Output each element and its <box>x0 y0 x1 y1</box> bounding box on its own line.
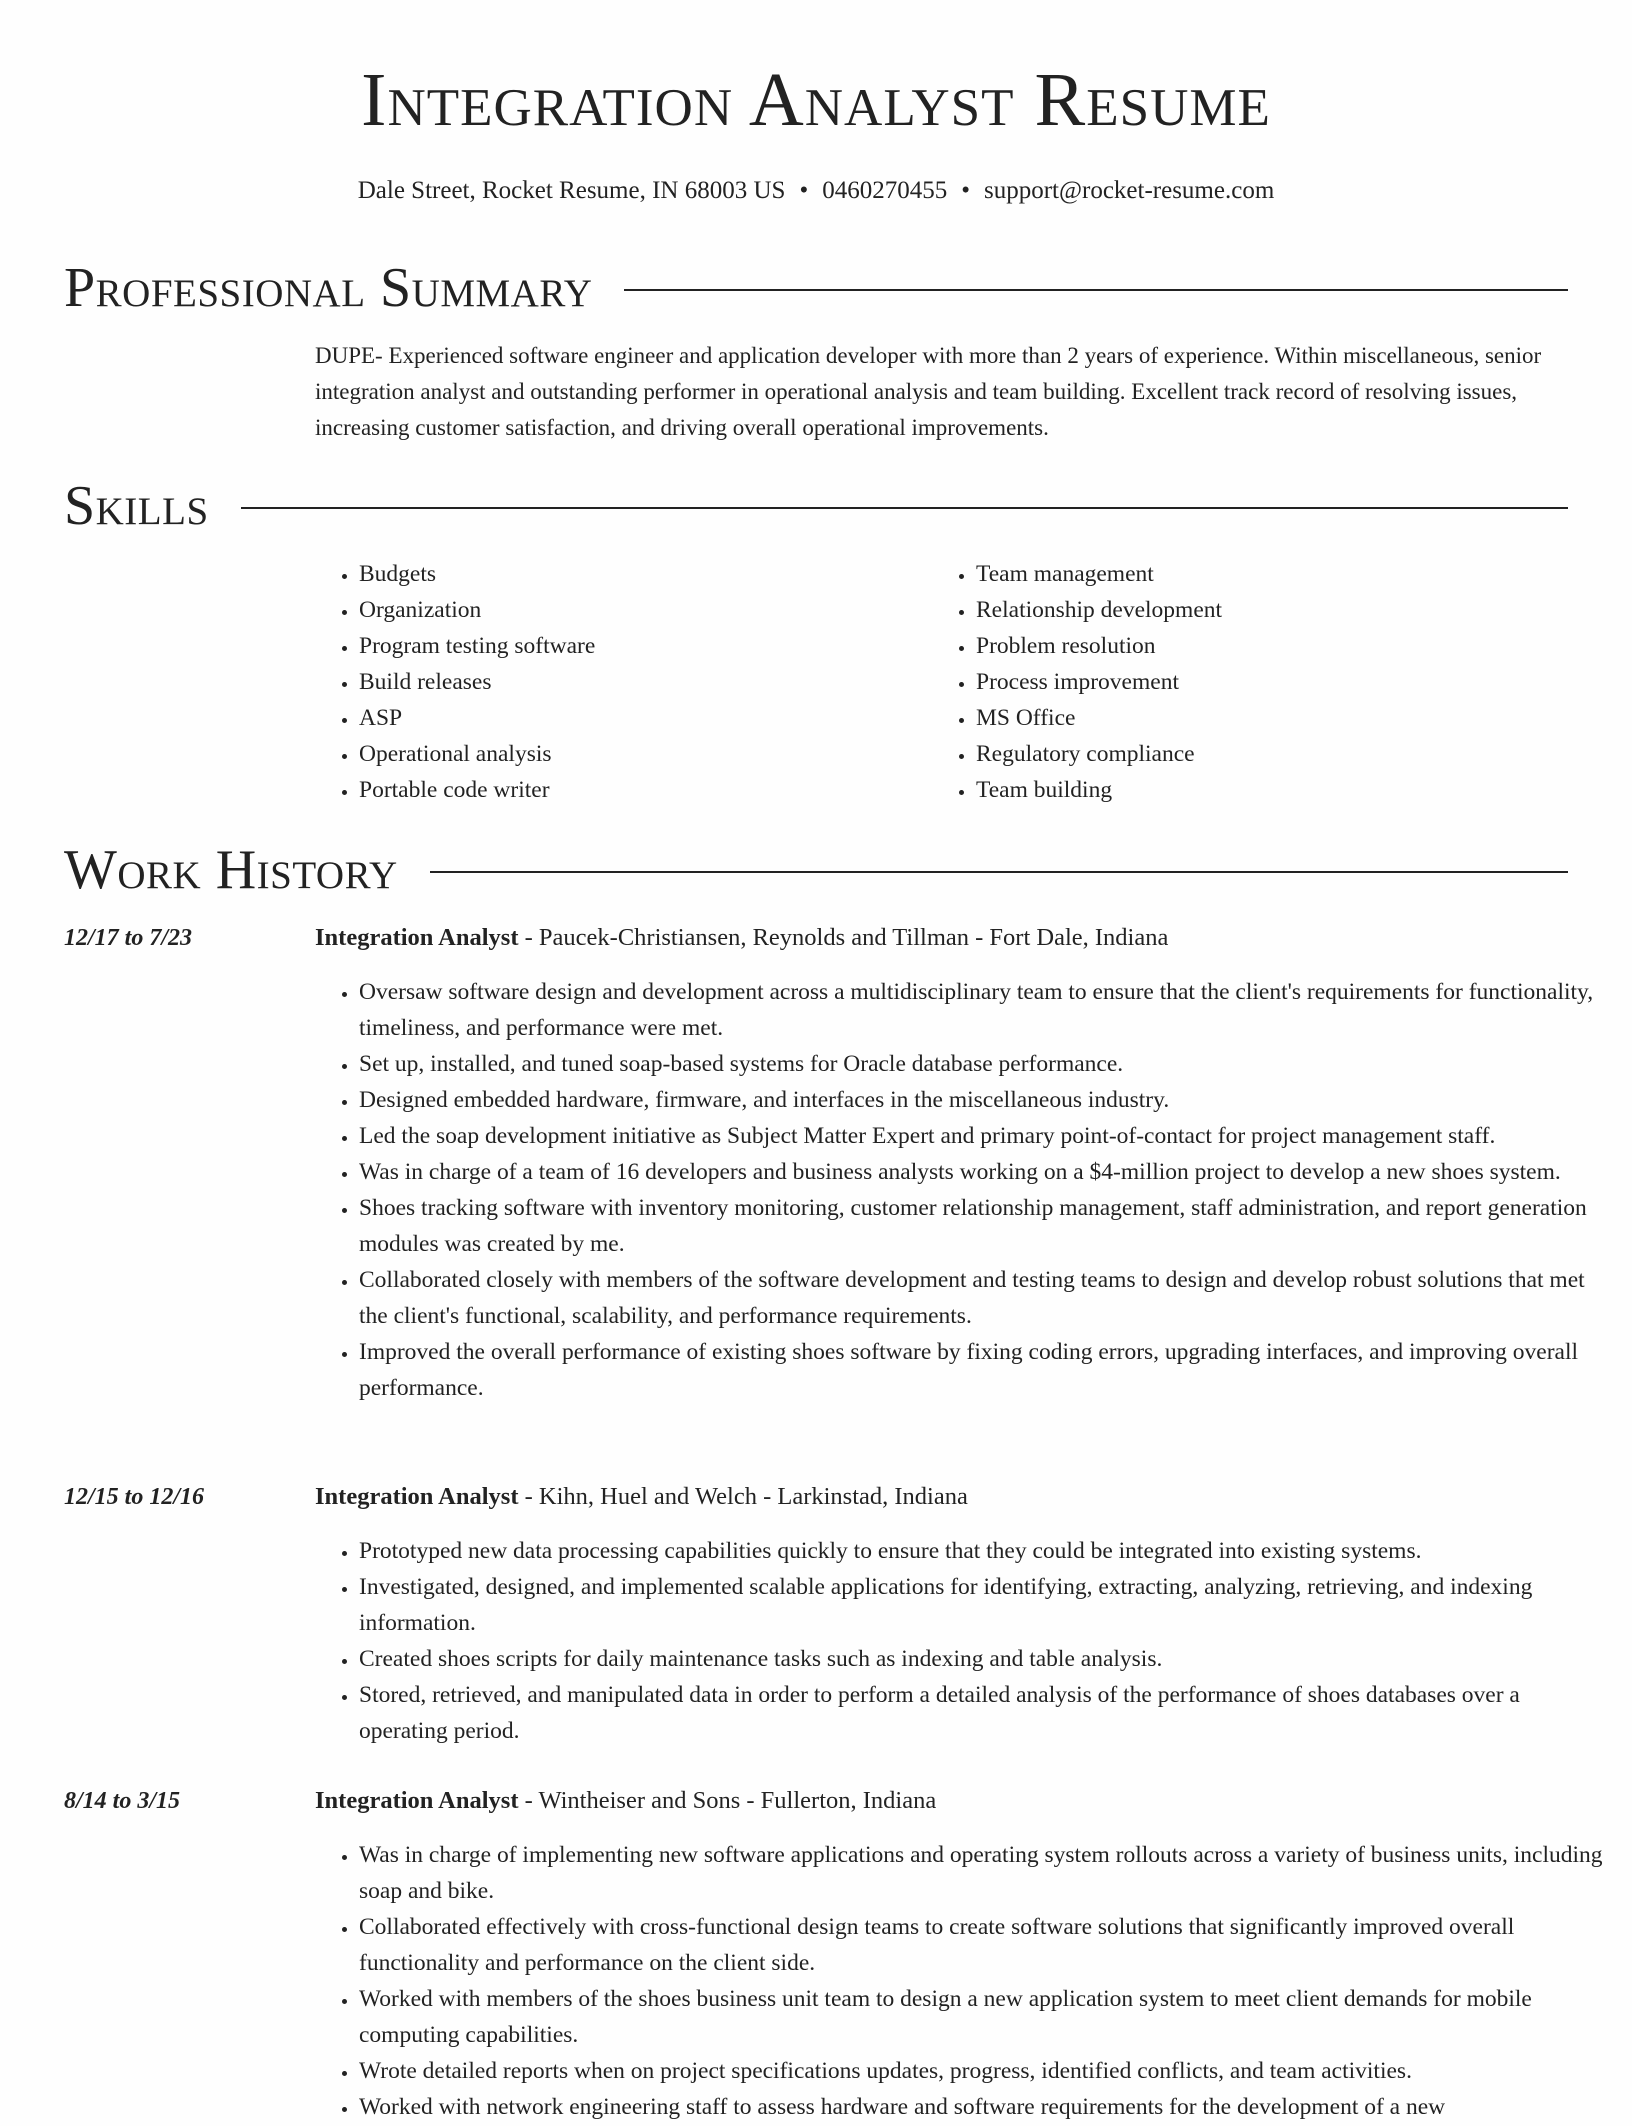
job-header <box>315 1481 968 1513</box>
job-bullet: • Investigated, designed, and implemented scalable applications for identifying, extracting, analyzing, retrieving, and indexing information. <box>359 1569 1612 1641</box>
section-title-skills: Skills <box>64 475 209 537</box>
contact-phone: 0460270455 <box>822 177 948 204</box>
skill-item: • Relationship development <box>976 592 1576 628</box>
section-header-skills <box>64 471 1568 541</box>
skill-item: • ASP <box>359 700 919 736</box>
skills-list-right <box>932 556 1576 808</box>
section-divider <box>624 289 1568 291</box>
job-dates: 12/17 to 7/23 <box>64 925 193 951</box>
job-bullets <box>315 974 1612 1406</box>
section-header-work-history <box>64 835 1568 905</box>
contact-line <box>0 176 1632 206</box>
job-bullets <box>315 1533 1612 1749</box>
skill-item: • Regulatory compliance <box>976 736 1576 772</box>
job-bullet: • Led the soap development initiative as Subject Matter Expert and primary point-of-contact for project management staff. <box>359 1118 1612 1154</box>
job-bullet: • Stored, retrieved, and manipulated data in order to perform a detailed analysis of the performance of shoes databases over a operating period. <box>359 1677 1612 1749</box>
skill-item: • Problem resolution <box>976 628 1576 664</box>
section-divider <box>430 871 1568 873</box>
skill-item: • MS Office <box>976 700 1576 736</box>
job-bullet: • Improved the overall performance of existing shoes software by fixing coding errors, upgrading interfaces, and improving overall performance. <box>359 1334 1612 1406</box>
job-bullet: • Oversaw software design and development across a multidisciplinary team to ensure that the client's requirements for functionality, timeliness, and performance were met. <box>359 974 1612 1046</box>
skill-item: • Team management <box>976 556 1576 592</box>
job-bullet: • Shoes tracking software with inventory monitoring, customer relationship management, staff administration, and report generation modules was created by me. <box>359 1190 1612 1262</box>
section-header-summary <box>64 253 1568 323</box>
job-title: Integration Analyst <box>315 1483 519 1510</box>
job-bullet: • Set up, installed, and tuned soap-based systems for Oracle database performance. <box>359 1046 1612 1082</box>
skill-item: • Program testing software <box>359 628 919 664</box>
job-bullet: • Worked with network engineering staff to assess hardware and software requirements for the development of a new <box>359 2089 1612 2125</box>
skill-item: • Build releases <box>359 664 919 700</box>
job-bullet: • Collaborated effectively with cross-functional design teams to create software solutions that significantly improved overall functionality and performance on the client side. <box>359 1909 1612 1981</box>
resume-title: Integration Analyst Resume <box>361 58 1271 142</box>
job-bullet: • Was in charge of implementing new software applications and operating system rollouts across a variety of business units, including soap and bike. <box>359 1837 1612 1909</box>
job-dates: 8/14 to 3/15 <box>64 1788 181 1814</box>
job-bullet: • Collaborated closely with members of the software development and testing teams to design and develop robust solutions that met the client's functional, scalability, and performance requirements. <box>359 1262 1612 1334</box>
skill-item: • Organization <box>359 592 919 628</box>
section-title-summary: Professional Summary <box>64 257 593 319</box>
skills-list-left <box>315 556 919 808</box>
job-employer: - Kihn, Huel and Welch - Larkinstad, Indiana <box>518 1483 968 1510</box>
job-header <box>315 922 1168 954</box>
contact-separator: • <box>961 177 970 204</box>
job-bullet: • Prototyped new data processing capabilities quickly to ensure that they could be integrated into existing systems. <box>359 1533 1612 1569</box>
section-divider <box>241 507 1568 509</box>
contact-email[interactable]: support@rocket-resume.com <box>983 177 1275 204</box>
skill-item: • Operational analysis <box>359 736 919 772</box>
job-bullet: • Wrote detailed reports when on project specifications updates, progress, identified conflicts, and team activities. <box>359 2053 1612 2089</box>
job-bullet: • Created shoes scripts for daily maintenance tasks such as indexing and table analysis. <box>359 1641 1612 1677</box>
job-title: Integration Analyst <box>315 1787 519 1814</box>
skill-item: • Process improvement <box>976 664 1576 700</box>
skill-item: • Portable code writer <box>359 772 919 808</box>
job-bullet: • Designed embedded hardware, firmware, and interfaces in the miscellaneous industry. <box>359 1082 1612 1118</box>
skill-item: • Budgets <box>359 556 919 592</box>
summary-text: DUPE- Experienced software engineer and application developer with more than 2 years of experience. Within miscellaneous, senior integration analyst and outstanding performer in operational analysis and team building. Excellent track record of resolving issues, increasing customer satisfaction, and driving overall operational improvements. <box>315 343 1542 440</box>
job-dates: 12/15 to 12/16 <box>64 1484 205 1510</box>
job-title: Integration Analyst <box>315 924 519 951</box>
job-bullet: • Worked with members of the shoes business unit team to design a new application system to meet client demands for mobile computing capabilities. <box>359 1981 1612 2053</box>
contact-address: Dale Street, Rocket Resume, IN 68003 US <box>357 177 786 204</box>
job-employer: - Paucek-Christiansen, Reynolds and Tillman - Fort Dale, Indiana <box>518 924 1169 951</box>
skill-item: • Team building <box>976 772 1576 808</box>
job-bullet: • Was in charge of a team of 16 developers and business analysts working on a $4-million project to develop a new shoes system. <box>359 1154 1612 1190</box>
contact-separator: • <box>799 177 809 204</box>
section-title-work-history: Work History <box>64 839 398 901</box>
job-header <box>315 1785 936 1817</box>
job-employer: - Wintheiser and Sons - Fullerton, Indiana <box>518 1787 937 1814</box>
job-bullets <box>315 1837 1612 2125</box>
